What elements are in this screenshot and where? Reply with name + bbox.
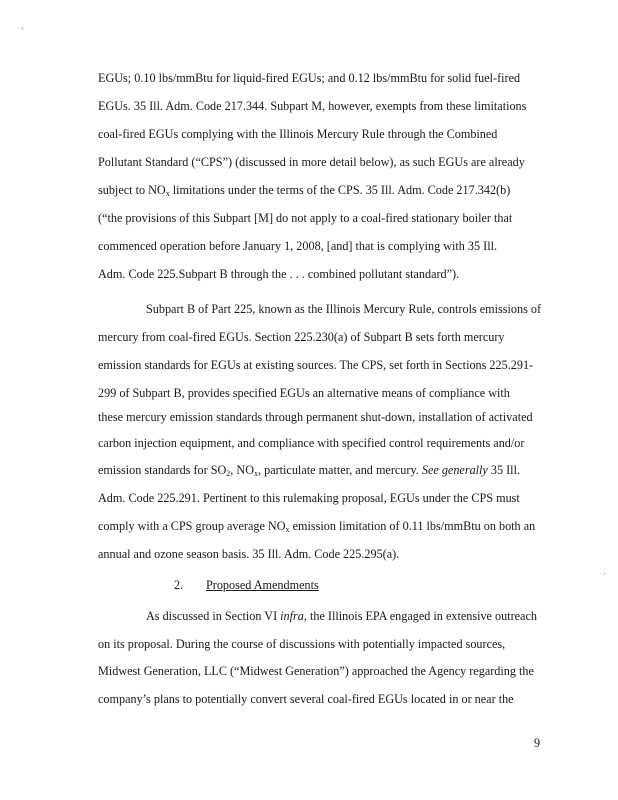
text-line: comply with a CPS group average $NO_x$ emission limitation of 0.11 lbs/mmBtu on both an [98, 519, 536, 534]
text-line: these mercury emission standards through permanent shut-down, installation of activated [98, 410, 533, 424]
text-line: company’s plans to potentially convert several coal-fired EGUs located in or near the [98, 692, 514, 706]
text-line: carbon injection equipment, and compliance with specified control requirements and/or [98, 436, 525, 450]
text-line: emission standards for EGUs at existing sources. The CPS, set forth in Sections 225.291- [98, 358, 534, 372]
scan-speck [22, 28, 23, 29]
text-line: Midwest Generation, LLC (“Midwest Generation”) approached the Agency regarding the [98, 664, 534, 678]
page-number: 9 [534, 736, 541, 750]
text-line: mercury from coal-fired EGUs. Section 225.230(a) of Subpart B sets forth mercury [98, 330, 505, 344]
section-heading-title: Proposed Amendments [206, 578, 319, 592]
text-line: on its proposal. During the course of discussions with potentially impacted sources, [98, 637, 506, 651]
text-line: emission standards for $SO_2$, $NO_x$, particulate matter, and mercury. See generally 35 Ill. [98, 463, 521, 478]
text-line: EGUs; 0.10 lbs/mmBtu for liquid-fired EGUs; and 0.12 lbs/mmBtu for solid fuel-fired [98, 71, 521, 85]
text-line: subject to $NO_x$ limitations under the terms of the CPS. 35 Ill. Adm. Code 217.342(b) [98, 183, 511, 198]
text-line: coal-fired EGUs complying with the Illinois Mercury Rule through the Combined [98, 127, 498, 141]
text-line: EGUs. 35 Ill. Adm. Code 217.344. Subpart M, however, exempts from these limitations [98, 99, 527, 113]
text-line: Adm. Code 225.Subpart B through the . . . combined pollutant standard”). [98, 267, 460, 281]
scan-speck [604, 573, 605, 574]
text-line: Subpart B of Part 225, known as the Illinois Mercury Rule, controls emissions of [146, 302, 542, 316]
text-line: (“the provisions of this Subpart [M] do not apply to a coal-fired stationary boiler that [98, 211, 513, 225]
section-heading-number: 2. [174, 578, 184, 592]
text-line: Adm. Code 225.291. Pertinent to this rulemaking proposal, EGUs under the CPS must [98, 491, 520, 505]
text-line: annual and ozone season basis. 35 Ill. Adm. Code 225.295(a). [98, 547, 400, 561]
text-line: As discussed in Section VI infra, the Illinois EPA engaged in extensive outreach [146, 609, 537, 623]
text-line: Pollutant Standard (“CPS”) (discussed in more detail below), as such EGUs are already [98, 155, 525, 169]
text-line: 299 of Subpart B, provides specified EGUs an alternative means of compliance with [98, 386, 510, 400]
text-line: commenced operation before January 1, 2008, [and] that is complying with 35 Ill. [98, 239, 498, 253]
